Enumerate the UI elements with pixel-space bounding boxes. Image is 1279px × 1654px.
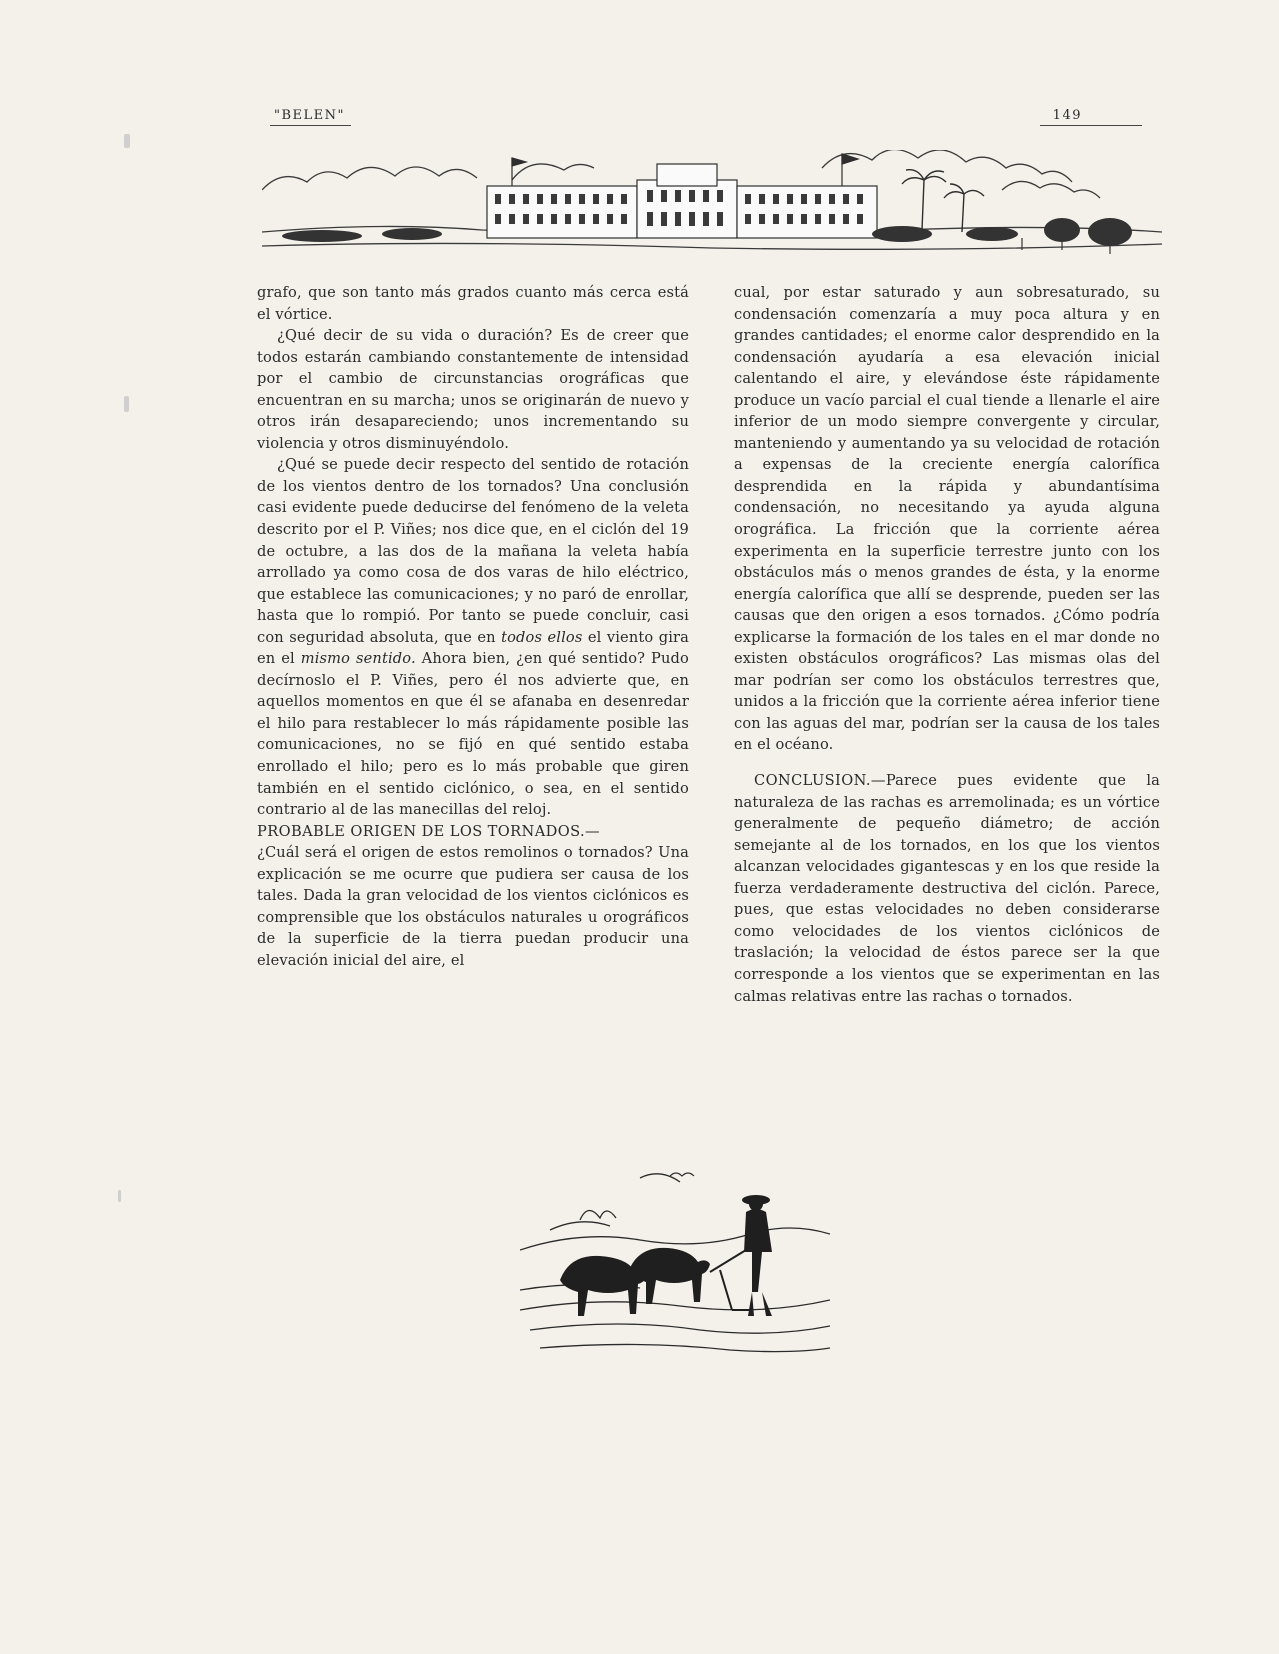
scan-margin-mark	[118, 1190, 121, 1202]
right-column	[734, 282, 1160, 1007]
page-number: 149	[1052, 108, 1082, 123]
right-paragraph-2	[734, 770, 1160, 1007]
left-paragraph-3-part-c: Ahora bien, ¿en qué sentido? Pudo decírnoslo el P. Viñes, pero él nos advierte que, en aquellos momentos en que él se afanaba en desenredar el hilo para restablecer lo más rápidamente posible las comunicaciones, no se fijó en qué sentido estaba enrollado el hilo; pero es lo más probable que giren también en el sentido ciclónico, o sea, en el sentido contrario al de las manecillas del reloj.	[257, 650, 689, 819]
scan-margin-mark	[124, 134, 130, 148]
farmer-plowing-oxen-vignette	[520, 1160, 830, 1360]
running-head-page-number	[1040, 108, 1142, 126]
left-column	[257, 282, 689, 972]
section-heading-conclusion: CONCLUSION.—	[754, 772, 886, 790]
left-paragraph-3-part-b: el viento gira en el	[257, 628, 689, 668]
left-paragraph-1: grafo, que son tanto más grados cuanto más cerca está el vórtice.	[257, 284, 689, 323]
left-paragraph-4: ¿Cuál será el origen de estos remolinos o tornados? Una explicación se me ocurre que pudiera ser causa de los tales. Dada la gran velocidad de los vientos ciclónicos es comprensible que los obstáculos naturales u orográficos de la superficie de la tierra puedan producir una elevación inicial del aire, el	[257, 844, 689, 969]
emphasis-todos-ellos: todos ellos	[501, 628, 583, 646]
section-heading-probable-origen: PROBABLE ORIGEN DE LOS TORNADOS.—	[257, 822, 601, 840]
right-paragraph-1: cual, por estar saturado y aun sobresaturado, su condensación comenzaría a muy poca altura y en grandes cantidades; el enorme calor desprendido en la condensación ayudaría a esa elevación inicial calentando el aire, y elevándose éste rápidamente produce un vacío parcial el cual tiende a llenarle el aire inferior de un modo siempre convergente y circular, manteniendo y aumentando ya su velocidad de rotación a expensas de la creciente energía calorífica desprendida en la rápida y abundantísima condensación, no necesitando ya ayuda alguna orográfica. La fricción que la corriente aérea experimenta en la superficie terrestre junto con los obstáculos más o menos grandes de ésta, y la enorme energía calorífica que allí se desprende, pueden ser las causas que den origen a esos tornados. ¿Cómo podría explicarse la formación de los tales en el mar donde no existen obstáculos orográficos? Las mismas olas del mar podrían ser como los obstáculos terrestres que, unidos a la fricción que la corriente aérea inferior tiene con las aguas del mar, podrían ser la causa de los tales en el océano.	[734, 284, 1160, 754]
scan-margin-mark	[124, 396, 129, 412]
building-landscape-banner	[262, 150, 1162, 258]
left-paragraph-3	[257, 454, 689, 820]
running-head-title: "BELEN"	[270, 108, 351, 126]
left-paragraph-2: ¿Qué decir de su vida o duración? Es de creer que todos estarán cambiando constantemente de intensidad por el cambio de circunstancias orográficas que encuentran en su marcha; unos se originarán de nuevo y otros irán desapareciendo; unos incrementando su violencia y otros disminuyéndolo.	[257, 327, 689, 452]
right-paragraph-2-text: Parece pues evidente que la naturaleza de las rachas es arremolinada; es un vórtice generalmente de pequeño diámetro; de acción semejante al de los tornados, en los que los vientos alcanzan velocidades gigantescas y en los que reside la fuerza verdaderamente destructiva del ciclón. Parece, pues, que estas velocidades no deben considerarse como velocidades de los vientos ciclónicos de traslación; la velocidad de éstos parece ser la que corresponde a los vientos que se experimentan en las calmas relativas entre las rachas o tornados.	[734, 772, 1160, 1005]
emphasis-mismo-sentido: mismo sentido.	[300, 650, 416, 668]
left-paragraph-3-part-a: ¿Qué se puede decir respecto del sentido de rotación de los vientos dentro de los tornados? Una conclusión casi evidente puede deducirse del fenómeno de la veleta descrito por el P. Viñes; nos dice que, en el ciclón del 19 de octubre, a las dos de la mañana la veleta había arrollado ya como cosa de dos varas de hilo eléctrico, que establece las comunicaciones; y no paró de enrollar, hasta que lo rompió. Por tanto se puede concluir, casi con seguridad absoluta, que en	[257, 456, 689, 646]
